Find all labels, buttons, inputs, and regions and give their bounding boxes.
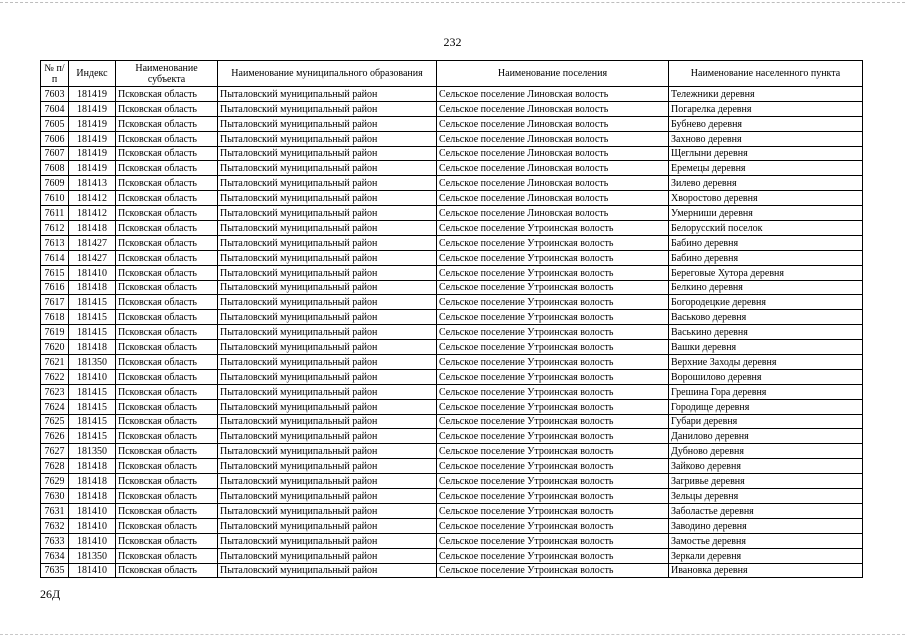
- table-body: [41, 87, 863, 578]
- cell-municipality: Пыталовский муниципальный район: [218, 340, 437, 355]
- cell-municipality: Пыталовский муниципальный район: [218, 369, 437, 384]
- cell-locality: Богородецкие деревня: [669, 295, 863, 310]
- cell-num: 7620: [41, 340, 69, 355]
- cell-index: 181410: [69, 563, 116, 578]
- table-header: [41, 61, 863, 87]
- cell-index: 181415: [69, 414, 116, 429]
- cell-settlement: Сельское поселение Утроинская волость: [437, 489, 669, 504]
- table-row: [41, 340, 863, 355]
- table-row: [41, 295, 863, 310]
- cell-index: 181418: [69, 459, 116, 474]
- cell-num: 7613: [41, 235, 69, 250]
- cell-settlement: Сельское поселение Утроинская волость: [437, 280, 669, 295]
- table-row: [41, 429, 863, 444]
- table-row: [41, 101, 863, 116]
- cell-settlement: Сельское поселение Утроинская волость: [437, 369, 669, 384]
- cell-locality: Бубнево деревня: [669, 116, 863, 131]
- cell-locality: Еремецы деревня: [669, 161, 863, 176]
- table-row: [41, 563, 863, 578]
- cell-subject: Псковская область: [116, 340, 218, 355]
- cell-index: 181410: [69, 369, 116, 384]
- cell-municipality: Пыталовский муниципальный район: [218, 101, 437, 116]
- table-row: [41, 459, 863, 474]
- table-row: [41, 116, 863, 131]
- cell-settlement: Сельское поселение Утроинская волость: [437, 474, 669, 489]
- cell-index: 181418: [69, 489, 116, 504]
- cell-locality: Ивановка деревня: [669, 563, 863, 578]
- cell-settlement: Сельское поселение Линовская волость: [437, 87, 669, 102]
- cell-municipality: Пыталовский муниципальный район: [218, 325, 437, 340]
- table-row: [41, 414, 863, 429]
- table-row: [41, 250, 863, 265]
- cell-locality: Белкино деревня: [669, 280, 863, 295]
- cell-settlement: Сельское поселение Утроинская волость: [437, 563, 669, 578]
- table-row: [41, 221, 863, 236]
- cell-locality: Верхние Заходы деревня: [669, 355, 863, 370]
- cell-settlement: Сельское поселение Линовская волость: [437, 176, 669, 191]
- cell-locality: Зилево деревня: [669, 176, 863, 191]
- cell-settlement: Сельское поселение Линовская волость: [437, 131, 669, 146]
- cell-num: 7603: [41, 87, 69, 102]
- cell-locality: Захново деревня: [669, 131, 863, 146]
- cell-locality: Замостье деревня: [669, 533, 863, 548]
- cell-num: 7615: [41, 265, 69, 280]
- cell-index: 181412: [69, 191, 116, 206]
- cell-index: 181419: [69, 161, 116, 176]
- cell-index: 181410: [69, 533, 116, 548]
- cell-locality: Погарелка деревня: [669, 101, 863, 116]
- cell-index: 181415: [69, 429, 116, 444]
- cell-municipality: Пыталовский муниципальный район: [218, 414, 437, 429]
- cell-municipality: Пыталовский муниципальный район: [218, 518, 437, 533]
- cell-locality: Бабино деревня: [669, 250, 863, 265]
- table-row: [41, 161, 863, 176]
- localities-table: [40, 60, 863, 578]
- scan-bottom-edge: [0, 634, 905, 637]
- scan-top-edge: [0, 2, 905, 5]
- cell-locality: Хворостово деревня: [669, 191, 863, 206]
- cell-num: 7609: [41, 176, 69, 191]
- cell-municipality: Пыталовский муниципальный район: [218, 176, 437, 191]
- cell-municipality: Пыталовский муниципальный район: [218, 280, 437, 295]
- cell-num: 7611: [41, 206, 69, 221]
- table-row: [41, 280, 863, 295]
- cell-index: 181415: [69, 325, 116, 340]
- cell-index: 181419: [69, 131, 116, 146]
- cell-index: 181413: [69, 176, 116, 191]
- table-row: [41, 444, 863, 459]
- cell-index: 181350: [69, 548, 116, 563]
- cell-index: 181427: [69, 250, 116, 265]
- cell-settlement: Сельское поселение Утроинская волость: [437, 265, 669, 280]
- cell-subject: Псковская область: [116, 206, 218, 221]
- cell-settlement: Сельское поселение Утроинская волость: [437, 340, 669, 355]
- cell-index: 181410: [69, 265, 116, 280]
- cell-locality: Вашки деревня: [669, 340, 863, 355]
- table-row: [41, 176, 863, 191]
- header-settlement: Наименование поселения: [437, 61, 669, 87]
- table-row: [41, 355, 863, 370]
- cell-index: 181410: [69, 503, 116, 518]
- cell-num: 7630: [41, 489, 69, 504]
- cell-locality: Зайково деревня: [669, 459, 863, 474]
- cell-locality: Щеглыни деревня: [669, 146, 863, 161]
- cell-index: 181350: [69, 355, 116, 370]
- table-row: [41, 384, 863, 399]
- cell-index: 181419: [69, 116, 116, 131]
- cell-municipality: Пыталовский муниципальный район: [218, 221, 437, 236]
- cell-subject: Псковская область: [116, 503, 218, 518]
- header-num: № п/п: [41, 61, 69, 87]
- cell-subject: Псковская область: [116, 429, 218, 444]
- cell-settlement: Сельское поселение Линовская волость: [437, 116, 669, 131]
- cell-settlement: Сельское поселение Утроинская волость: [437, 310, 669, 325]
- cell-index: 181418: [69, 474, 116, 489]
- cell-subject: Псковская область: [116, 369, 218, 384]
- cell-locality: Бабино деревня: [669, 235, 863, 250]
- cell-index: 181418: [69, 221, 116, 236]
- cell-municipality: Пыталовский муниципальный район: [218, 444, 437, 459]
- cell-num: 7634: [41, 548, 69, 563]
- cell-settlement: Сельское поселение Утроинская волость: [437, 221, 669, 236]
- cell-settlement: Сельское поселение Утроинская волость: [437, 235, 669, 250]
- cell-subject: Псковская область: [116, 518, 218, 533]
- cell-index: 181415: [69, 399, 116, 414]
- cell-num: 7633: [41, 533, 69, 548]
- cell-municipality: Пыталовский муниципальный район: [218, 131, 437, 146]
- table-row: [41, 503, 863, 518]
- cell-municipality: Пыталовский муниципальный район: [218, 191, 437, 206]
- cell-subject: Псковская область: [116, 325, 218, 340]
- cell-settlement: Сельское поселение Линовская волость: [437, 101, 669, 116]
- page-number: 232: [443, 35, 462, 49]
- cell-settlement: Сельское поселение Утроинская волость: [437, 399, 669, 414]
- cell-num: 7622: [41, 369, 69, 384]
- cell-index: 181418: [69, 280, 116, 295]
- table-row: [41, 235, 863, 250]
- cell-locality: Грешина Гора деревня: [669, 384, 863, 399]
- cell-municipality: Пыталовский муниципальный район: [218, 533, 437, 548]
- cell-municipality: Пыталовский муниципальный район: [218, 161, 437, 176]
- cell-subject: Псковская область: [116, 414, 218, 429]
- cell-num: 7627: [41, 444, 69, 459]
- cell-subject: Псковская область: [116, 87, 218, 102]
- cell-subject: Псковская область: [116, 399, 218, 414]
- cell-locality: Васьково деревня: [669, 310, 863, 325]
- cell-subject: Псковская область: [116, 310, 218, 325]
- cell-index: 181419: [69, 101, 116, 116]
- cell-subject: Псковская область: [116, 459, 218, 474]
- cell-settlement: Сельское поселение Линовская волость: [437, 191, 669, 206]
- cell-index: 181415: [69, 310, 116, 325]
- cell-settlement: Сельское поселение Утроинская волость: [437, 444, 669, 459]
- cell-locality: Береговые Хутора деревня: [669, 265, 863, 280]
- cell-settlement: Сельское поселение Линовская волость: [437, 146, 669, 161]
- cell-settlement: Сельское поселение Утроинская волость: [437, 503, 669, 518]
- cell-index: 181427: [69, 235, 116, 250]
- cell-municipality: Пыталовский муниципальный район: [218, 146, 437, 161]
- cell-num: 7610: [41, 191, 69, 206]
- cell-subject: Псковская область: [116, 444, 218, 459]
- cell-settlement: Сельское поселение Утроинская волость: [437, 533, 669, 548]
- cell-settlement: Сельское поселение Утроинская волость: [437, 325, 669, 340]
- header-subject: Наименование субъекта: [116, 61, 218, 87]
- cell-municipality: Пыталовский муниципальный район: [218, 310, 437, 325]
- table-row: [41, 325, 863, 340]
- cell-locality: Дубново деревня: [669, 444, 863, 459]
- cell-num: 7625: [41, 414, 69, 429]
- cell-municipality: Пыталовский муниципальный район: [218, 399, 437, 414]
- cell-locality: Васькино деревня: [669, 325, 863, 340]
- cell-num: 7632: [41, 518, 69, 533]
- cell-num: 7629: [41, 474, 69, 489]
- cell-municipality: Пыталовский муниципальный район: [218, 116, 437, 131]
- cell-settlement: Сельское поселение Утроинская волость: [437, 459, 669, 474]
- cell-index: 181418: [69, 340, 116, 355]
- cell-index: 181350: [69, 444, 116, 459]
- cell-subject: Псковская область: [116, 161, 218, 176]
- cell-settlement: Сельское поселение Утроинская волость: [437, 384, 669, 399]
- cell-num: 7605: [41, 116, 69, 131]
- footer-code: 26Д: [40, 587, 61, 601]
- cell-index: 181415: [69, 295, 116, 310]
- table-row: [41, 533, 863, 548]
- cell-subject: Псковская область: [116, 474, 218, 489]
- cell-settlement: Сельское поселение Утроинская волость: [437, 429, 669, 444]
- cell-num: 7614: [41, 250, 69, 265]
- cell-locality: Заболастье деревня: [669, 503, 863, 518]
- table-row: [41, 310, 863, 325]
- cell-num: 7619: [41, 325, 69, 340]
- cell-locality: Загривье деревня: [669, 474, 863, 489]
- cell-subject: Псковская область: [116, 221, 218, 236]
- cell-num: 7626: [41, 429, 69, 444]
- cell-subject: Псковская область: [116, 563, 218, 578]
- table-row: [41, 399, 863, 414]
- table-row: [41, 206, 863, 221]
- cell-settlement: Сельское поселение Утроинская волость: [437, 250, 669, 265]
- cell-settlement: Сельское поселение Утроинская волость: [437, 355, 669, 370]
- cell-index: 181419: [69, 87, 116, 102]
- cell-municipality: Пыталовский муниципальный район: [218, 265, 437, 280]
- cell-locality: Белорусский поселок: [669, 221, 863, 236]
- header-row: [41, 61, 863, 87]
- table-row: [41, 146, 863, 161]
- cell-municipality: Пыталовский муниципальный район: [218, 384, 437, 399]
- table-row: [41, 489, 863, 504]
- cell-subject: Псковская область: [116, 176, 218, 191]
- table-row: [41, 548, 863, 563]
- header-municipality: Наименование муниципального образования: [218, 61, 437, 87]
- cell-locality: Губари деревня: [669, 414, 863, 429]
- cell-subject: Псковская область: [116, 116, 218, 131]
- cell-settlement: Сельское поселение Утроинская волость: [437, 548, 669, 563]
- cell-subject: Псковская область: [116, 101, 218, 116]
- cell-subject: Псковская область: [116, 131, 218, 146]
- cell-settlement: Сельское поселение Утроинская волость: [437, 518, 669, 533]
- cell-municipality: Пыталовский муниципальный район: [218, 235, 437, 250]
- cell-num: 7604: [41, 101, 69, 116]
- table-row: [41, 131, 863, 146]
- cell-municipality: Пыталовский муниципальный район: [218, 295, 437, 310]
- cell-subject: Псковская область: [116, 265, 218, 280]
- cell-municipality: Пыталовский муниципальный район: [218, 563, 437, 578]
- header-locality: Наименование населенного пункта: [669, 61, 863, 87]
- cell-subject: Псковская область: [116, 355, 218, 370]
- cell-locality: Данилово деревня: [669, 429, 863, 444]
- cell-num: 7635: [41, 563, 69, 578]
- cell-num: 7617: [41, 295, 69, 310]
- cell-index: 181412: [69, 206, 116, 221]
- table-row: [41, 265, 863, 280]
- cell-num: 7607: [41, 146, 69, 161]
- cell-num: 7631: [41, 503, 69, 518]
- cell-locality: Зельцы деревня: [669, 489, 863, 504]
- cell-municipality: Пыталовский муниципальный район: [218, 489, 437, 504]
- cell-locality: Тележники деревня: [669, 87, 863, 102]
- table-row: [41, 191, 863, 206]
- cell-municipality: Пыталовский муниципальный район: [218, 474, 437, 489]
- cell-subject: Псковская область: [116, 533, 218, 548]
- cell-subject: Псковская область: [116, 146, 218, 161]
- cell-locality: Умерниши деревня: [669, 206, 863, 221]
- cell-subject: Псковская область: [116, 250, 218, 265]
- cell-index: 181415: [69, 384, 116, 399]
- cell-locality: Зеркали деревня: [669, 548, 863, 563]
- cell-num: 7628: [41, 459, 69, 474]
- cell-subject: Псковская область: [116, 280, 218, 295]
- cell-municipality: Пыталовский муниципальный район: [218, 459, 437, 474]
- cell-subject: Псковская область: [116, 548, 218, 563]
- cell-municipality: Пыталовский муниципальный район: [218, 429, 437, 444]
- cell-municipality: Пыталовский муниципальный район: [218, 250, 437, 265]
- cell-municipality: Пыталовский муниципальный район: [218, 503, 437, 518]
- cell-num: 7612: [41, 221, 69, 236]
- table-row: [41, 474, 863, 489]
- table-row: [41, 369, 863, 384]
- cell-num: 7618: [41, 310, 69, 325]
- cell-num: 7606: [41, 131, 69, 146]
- cell-municipality: Пыталовский муниципальный район: [218, 206, 437, 221]
- cell-settlement: Сельское поселение Линовская волость: [437, 161, 669, 176]
- cell-locality: Заводино деревня: [669, 518, 863, 533]
- cell-municipality: Пыталовский муниципальный район: [218, 355, 437, 370]
- cell-num: 7623: [41, 384, 69, 399]
- cell-settlement: Сельское поселение Утроинская волость: [437, 414, 669, 429]
- cell-locality: Городище деревня: [669, 399, 863, 414]
- cell-index: 181419: [69, 146, 116, 161]
- cell-subject: Псковская область: [116, 191, 218, 206]
- cell-num: 7621: [41, 355, 69, 370]
- cell-subject: Псковская область: [116, 384, 218, 399]
- cell-num: 7608: [41, 161, 69, 176]
- cell-municipality: Пыталовский муниципальный район: [218, 548, 437, 563]
- header-index: Индекс: [69, 61, 116, 87]
- table-row: [41, 518, 863, 533]
- cell-index: 181410: [69, 518, 116, 533]
- cell-settlement: Сельское поселение Линовская волость: [437, 206, 669, 221]
- cell-municipality: Пыталовский муниципальный район: [218, 87, 437, 102]
- cell-settlement: Сельское поселение Утроинская волость: [437, 295, 669, 310]
- table-row: [41, 87, 863, 102]
- cell-num: 7616: [41, 280, 69, 295]
- cell-subject: Псковская область: [116, 295, 218, 310]
- cell-subject: Псковская область: [116, 489, 218, 504]
- cell-num: 7624: [41, 399, 69, 414]
- cell-locality: Ворошилово деревня: [669, 369, 863, 384]
- cell-subject: Псковская область: [116, 235, 218, 250]
